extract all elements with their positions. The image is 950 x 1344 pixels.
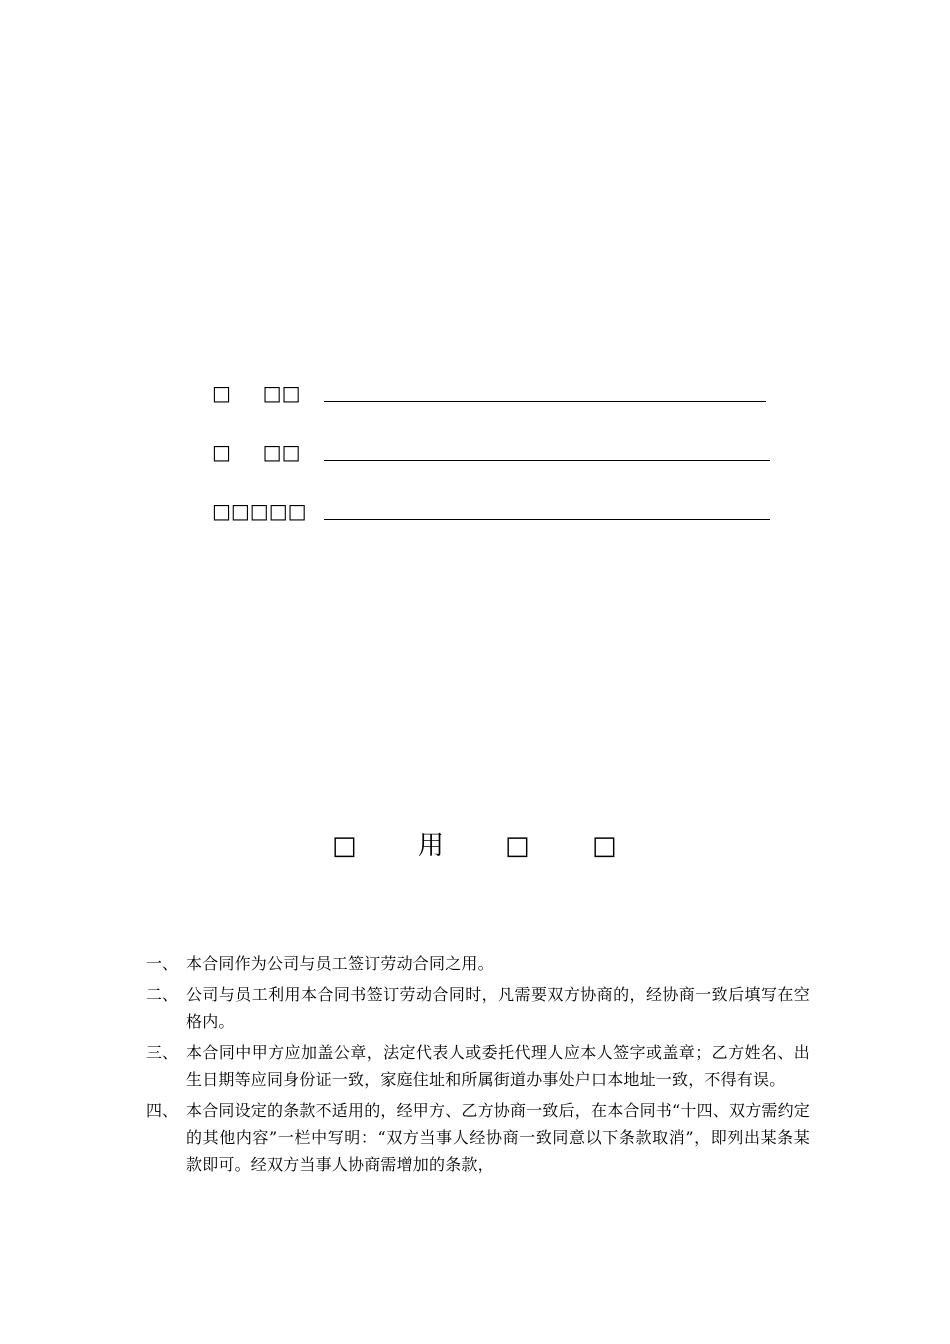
usage-note-item [146,1097,810,1178]
note-number: 三、 [146,1043,179,1062]
cover-field-label: □ □□ [212,381,301,405]
usage-note-item [146,950,810,977]
cover-field-label: □ □□ [212,440,301,464]
cover-field-blank[interactable] [324,519,770,520]
note-number: 二、 [146,985,179,1004]
usage-notes-list [146,950,810,1182]
cover-field-blank[interactable] [324,401,766,402]
note-text: 本合同作为公司与员工签订劳动合同之用。 [186,954,494,973]
note-text: 本合同中甲方应加盖公章，法定代表人或委托代理人应本人签字或盖章；乙方姓名、出生日期等应同身份证一致，家庭住址和所属街道办事处户口本地址一致，不得有误。 [186,1043,810,1089]
cover-field-row [212,439,770,463]
note-number: 一、 [146,954,179,973]
title-char: □ [332,831,357,861]
cover-field-row [212,380,766,404]
note-text: 公司与员工利用本合同书签订劳动合同时，凡需要双方协商的，经协商一致后填写在空格内。 [186,985,810,1031]
usage-note-item [146,981,810,1035]
cover-field-row [212,498,770,522]
title-char: 用 [418,831,445,861]
title-char: □ [592,831,617,861]
cover-field-blank[interactable] [324,460,770,461]
usage-note-item [146,1039,810,1093]
note-text: 本合同设定的条款不适用的，经甲方、乙方协商一致后，在本合同书“十四、双方需约定的其他内容”一栏中写明：“双方当事人经协商一致同意以下条款取消”，即列出某条某款即可。经双方当事人协商需增加的条款， [186,1101,810,1174]
usage-instructions-title [0,830,950,864]
cover-field-label: □□□□□ [212,499,307,523]
note-number: 四、 [146,1101,179,1120]
title-char: □ [505,831,530,861]
